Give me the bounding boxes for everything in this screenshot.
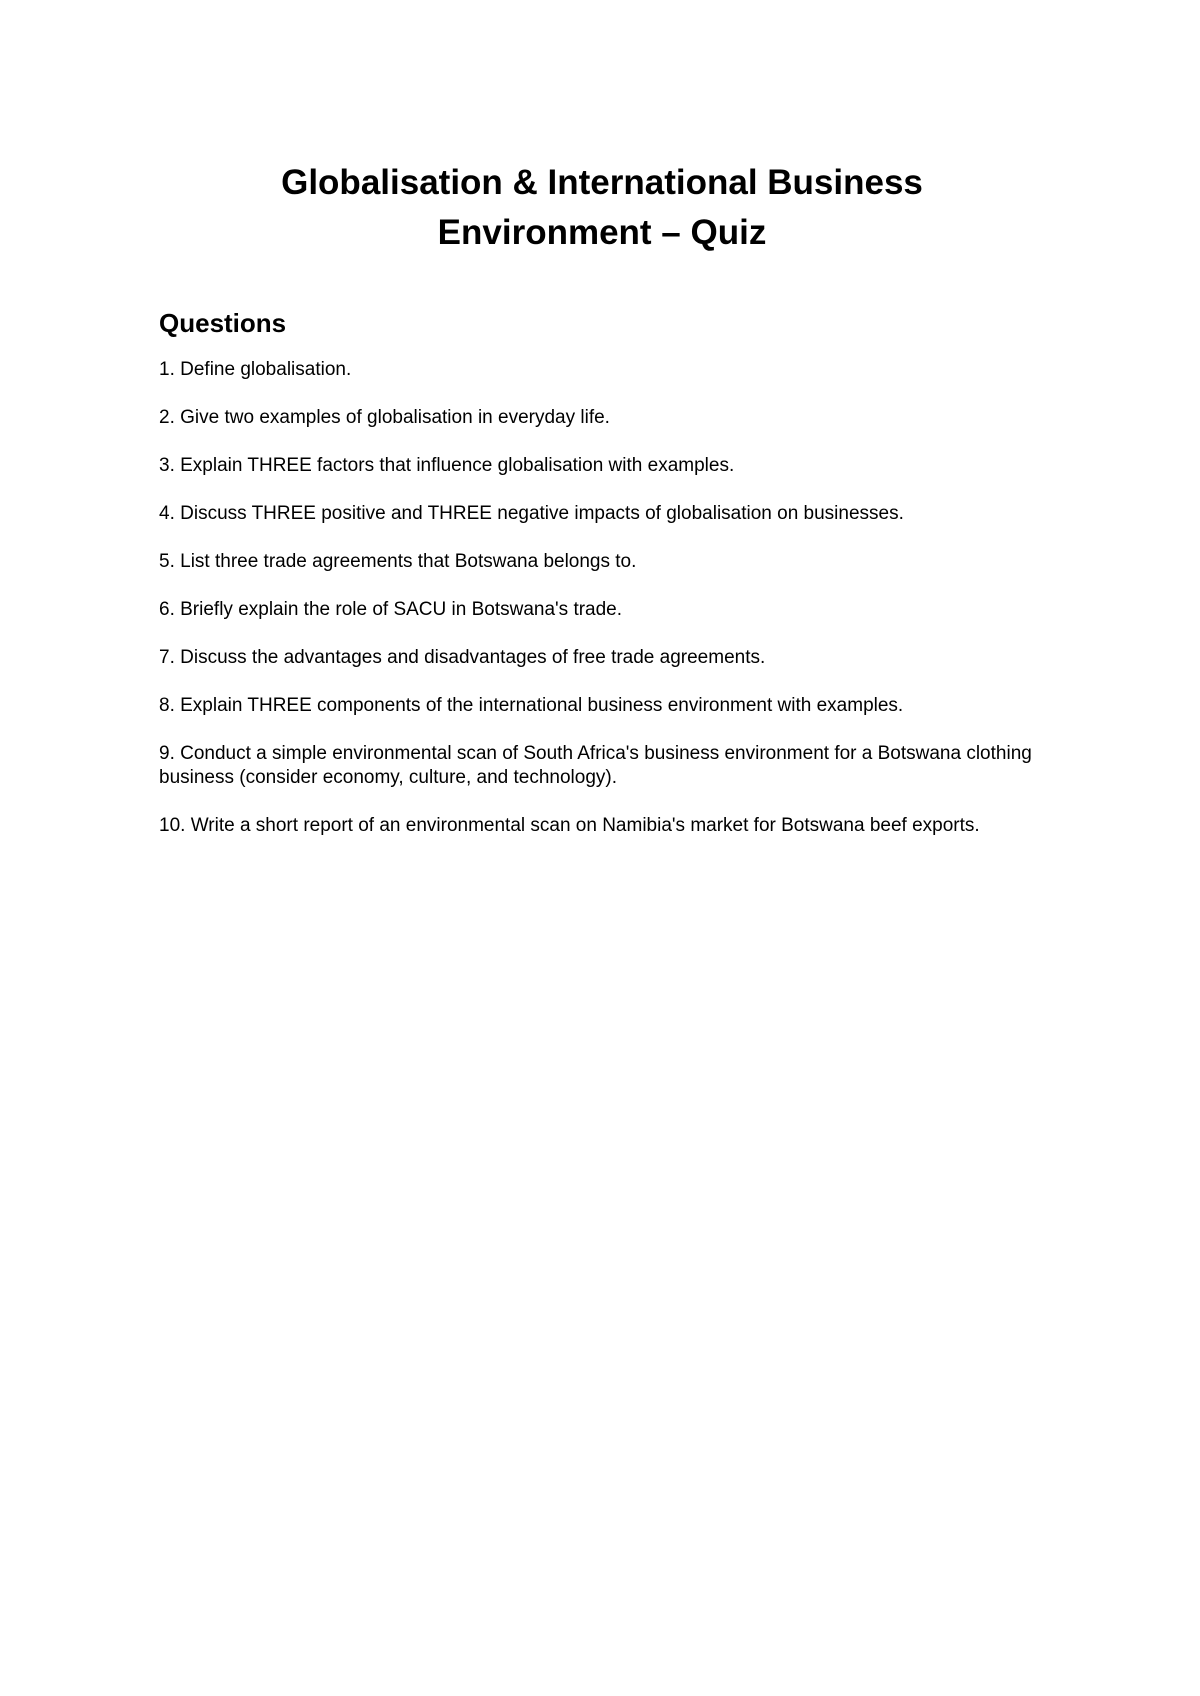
question-item-6: 6. Briefly explain the role of SACU in Botswana's trade. [159,599,623,620]
question-item-5: 5. List three trade agreements that Botswana belongs to. [159,551,637,572]
question-item-8: 8. Explain THREE components of the international business environment with examples. [159,695,904,716]
question-item-9: 9. Conduct a simple environmental scan of South Africa's business environment for a Botswana clothing business (consider economy, culture, and technology). [159,743,1032,788]
question-item-4: 4. Discuss THREE positive and THREE negative impacts of globalisation on businesses. [159,503,904,524]
section-heading: Questions [159,308,287,338]
question-list [159,358,1059,862]
question-item-10: 10. Write a short report of an environmental scan on Namibia's market for Botswana beef exports. [159,815,980,836]
question-item-2: 2. Give two examples of globalisation in everyday life. [159,407,610,428]
page-title [160,158,1044,258]
question-item-1: 1. Define globalisation. [159,359,352,380]
page-title-line-1: Globalisation & International Business [281,163,923,202]
question-item-3: 3. Explain THREE factors that influence globalisation with examples. [159,455,735,476]
page-title-line-2: Environment – Quiz [437,213,767,252]
question-item-7: 7. Discuss the advantages and disadvantages of free trade agreements. [159,647,766,668]
